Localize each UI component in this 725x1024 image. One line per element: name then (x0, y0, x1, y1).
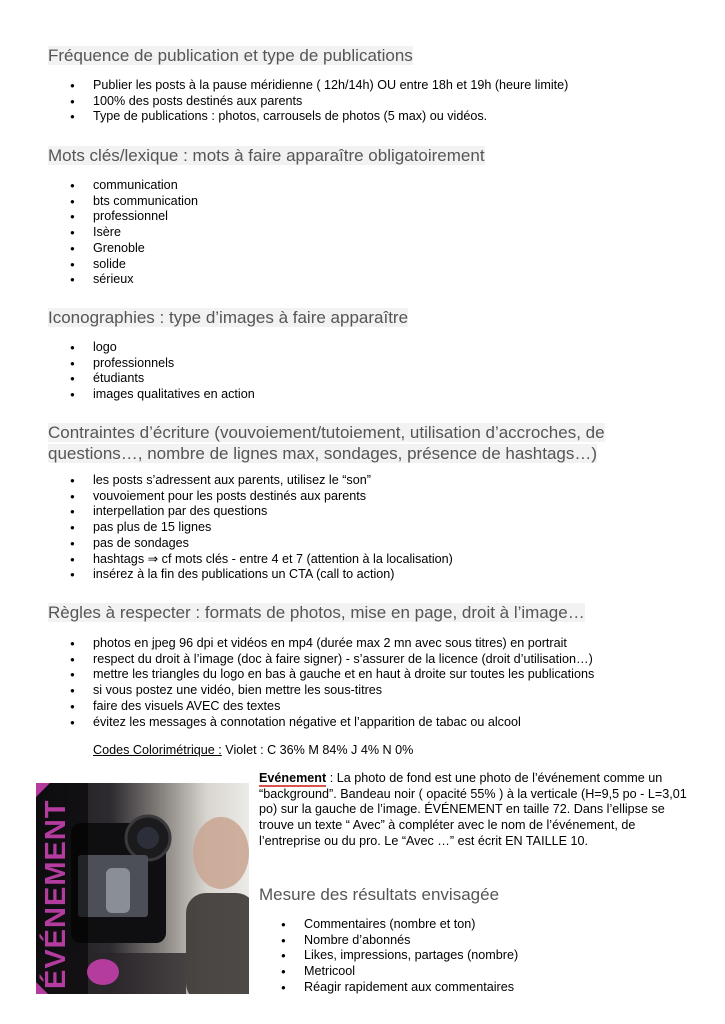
list-item: ● Réagir rapidement aux commentaires (259, 980, 518, 996)
color-codes (93, 743, 413, 757)
list-item: ● images qualitatives en action (48, 387, 255, 403)
list-item: ● professionnel (48, 209, 198, 225)
list-item: ● évitez les messages à connotation négative et l’apparition de tabac ou alcool (48, 715, 594, 731)
list-item: ● si vous postez une vidéo, bien mettre les sous-titres (48, 683, 594, 699)
banner-event-word: ÉVÉNEMENT (40, 799, 72, 989)
measures-list (259, 917, 518, 996)
section-heading-rules: Règles à respecter : formats de photos, mise en page, droit à l’image… (48, 603, 585, 622)
color-codes-value: Violet : C 36% M 84% J 4% N 0% (221, 743, 414, 757)
list-item: ● solide (48, 257, 198, 273)
list-item: ● pas de sondages (48, 536, 453, 552)
list-item: ● Isère (48, 225, 198, 241)
list-item: ● Metricool (259, 964, 518, 980)
list-item: ● Commentaires (nombre et ton) (259, 917, 518, 933)
event-label: Evénement (259, 771, 327, 785)
section-heading-writing-constraints: Contraintes d’écriture (vouvoiement/tutoiement, utilisation d’accroches, de questions…, nombre de lignes max, sondages, présence de hashtags…) (48, 423, 605, 463)
list-item: ● interpellation par des questions (48, 504, 453, 520)
list-item: ● Publier les posts à la pause méridienne ( 12h/14h) OU entre 18h et 19h (heure limite) (48, 78, 568, 94)
list-item: ● respect du droit à l’image (doc à faire signer) - s’assurer de la licence (droit d’utilisation…) (48, 652, 594, 668)
section-heading-iconography: Iconographies : type d’images à faire apparaître (48, 308, 409, 327)
list-item: ● insérez à la fin des publications un CTA (call to action) (48, 567, 453, 583)
writing-constraints-list (48, 473, 453, 583)
list-item: ● communication (48, 178, 198, 194)
logo-triangle-top (36, 783, 50, 797)
event-description (259, 771, 689, 850)
event-example-photo (36, 783, 249, 994)
avec-ellipse (87, 959, 119, 985)
keywords-list (48, 178, 198, 288)
list-item: ● hashtags ⇒ cf mots clés - entre 4 et 7 (attention à la localisation) (48, 552, 453, 568)
list-item: ● sérieux (48, 272, 198, 288)
list-item: ● Grenoble (48, 241, 198, 257)
list-item: ● mettre les triangles du logo en bas à gauche et en haut à droite sur toutes les publications (48, 667, 594, 683)
list-item: ● 100% des posts destinés aux parents (48, 94, 568, 110)
frequency-list (48, 78, 568, 125)
section-heading-frequency: Fréquence de publication et type de publications (48, 46, 413, 65)
section-heading-measures: Mesure des résultats envisagée (259, 885, 500, 904)
event-text: : La photo de fond est une photo de l’événement comme un “background”. Bandeau noir ( opacité 55% ) à la verticale (H=9,5 po - L=3,01 po) sur la gauche de l’image. ÉVÉNEMENT en taille 72. Dans l’ellipse se trouve un texte “ Avec” à compléter avec le nom de l’événement, de l’entreprise ou du pro. Le “Avec …” est écrit EN TAILLE 10. (259, 771, 687, 848)
list-item: ● Likes, impressions, partages (nombre) (259, 948, 518, 964)
list-item: ● vouvoiement pour les posts destinés aux parents (48, 489, 453, 505)
list-item: ● les posts s’adressent aux parents, utilisez le “son” (48, 473, 453, 489)
list-item: ● bts communication (48, 194, 198, 210)
color-codes-label: Codes Colorimétrique : (93, 743, 222, 757)
list-item: ● Type de publications : photos, carrousels de photos (5 max) ou vidéos. (48, 109, 568, 125)
section-heading-keywords: Mots clés/lexique : mots à faire apparaître obligatoirement (48, 146, 485, 165)
list-item: ● Nombre d’abonnés (259, 933, 518, 949)
logo-triangle-bottom (36, 982, 48, 994)
rules-list (48, 636, 594, 730)
list-item: ● logo (48, 340, 255, 356)
iconography-list (48, 340, 255, 403)
list-item: ● photos en jpeg 96 dpi et vidéos en mp4 (durée max 2 mn avec sous titres) en portrait (48, 636, 594, 652)
list-item: ● pas plus de 15 lignes (48, 520, 453, 536)
list-item: ● étudiants (48, 371, 255, 387)
list-item: ● professionnels (48, 356, 255, 372)
list-item: ● faire des visuels AVEC des textes (48, 699, 594, 715)
